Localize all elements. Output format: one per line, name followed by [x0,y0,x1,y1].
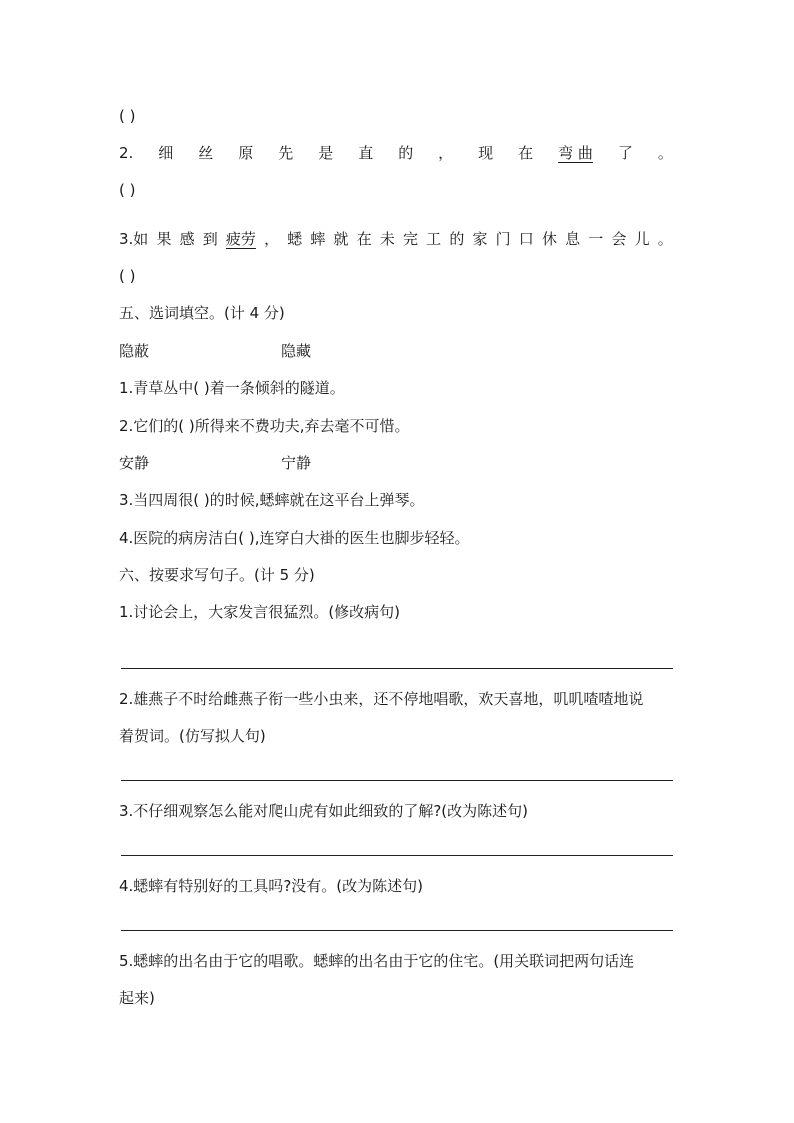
sentence-char: 现 [478,144,494,162]
answer-line-2[interactable] [121,780,673,781]
sentence-char: 原 [238,144,254,162]
sentence-char: 会 [611,230,627,248]
sentence-char: 细 [158,144,174,162]
sentence-char: 门 [495,230,511,248]
sentence-char: 感 [179,230,195,248]
q4-item-3 [119,229,673,249]
sentence-char: 家 [472,230,488,248]
rewrite-question-2-line2: 着贺词。(仿写拟人句) [119,727,266,745]
section-5-title: 五、选词填空。(计 4 分) [119,304,285,322]
answer-blank-1[interactable]: ( ) [119,107,136,125]
answer-blank-2[interactable]: ( ) [119,181,136,199]
word-choice-d: 宁静 [281,454,312,472]
sentence-char: 果 [156,230,172,248]
word-choice-c: 安静 [119,454,150,472]
sentence-char: 就 [333,230,349,248]
sentence-char: 先 [278,144,294,162]
sentence-char: 蟀 [310,230,326,248]
underlined-word: 疲劳 [225,230,256,248]
answer-line-4[interactable] [121,930,673,931]
rewrite-question-4: 4.蟋蟀有特别好的工具吗?没有。(改为陈述句) [119,877,423,895]
sentence-char: ， [438,144,454,162]
sentence-char: 是 [318,144,334,162]
sentence-char: 了 [617,144,633,162]
sentence-char: 完 [403,230,419,248]
sentence-char: ， [264,230,280,248]
sentence-char: 儿 [634,230,650,248]
word-choice-b: 隐藏 [281,342,312,360]
q4-item-2 [119,143,673,163]
sentence-char: 在 [356,230,372,248]
sentence-char: 。 [657,144,673,162]
sentence-char: 息 [565,230,581,248]
answer-line-3[interactable] [121,855,673,856]
answer-blank-3[interactable]: ( ) [119,267,136,285]
sentence-char: 直 [358,144,374,162]
fill-question-4: 4.医院的病房洁白( ),连穿白大褂的医生也脚步轻轻。 [119,529,470,547]
underlined-word: 弯 曲 [558,144,593,162]
sentence-char: 丝 [198,144,214,162]
fill-question-3: 3.当四周很( )的时候,蟋蟀就在这平台上弹琴。 [119,491,425,509]
word-choice-a: 隐蔽 [119,342,150,360]
item-number: 3.如 [119,230,149,248]
sentence-char: 的 [449,230,465,248]
sentence-char: 在 [518,144,534,162]
rewrite-question-3: 3.不仔细观察怎么能对爬山虎有如此细致的了解?(改为陈述句) [119,802,528,820]
sentence-char: 休 [541,230,557,248]
answer-line-1[interactable] [121,668,673,669]
item-number: 2. [119,144,134,162]
sentence-char: 未 [379,230,395,248]
rewrite-question-5-line1: 5.蟋蟀的出名由于它的唱歌。蟋蟀的出名由于它的住宅。(用关联词把两句话连 [119,952,635,970]
section-6-title: 六、按要求写句子。(计 5 分) [119,566,315,584]
sentence-char: 一 [588,230,604,248]
sentence-char: 工 [426,230,442,248]
sentence-char: 的 [398,144,414,162]
rewrite-question-1: 1.讨论会上，大家发言很猛烈。(修改病句) [119,603,401,621]
fill-question-2: 2.它们的( )所得来不费功夫,弃去毫不可惜。 [119,417,410,435]
rewrite-question-2-line1: 2.雄燕子不时给雌燕子衔一些小虫来，还不停地唱歌，欢天喜地，叽叽喳喳地说 [119,690,644,708]
sentence-char: 蟋 [287,230,303,248]
sentence-char: 到 [202,230,218,248]
rewrite-question-5-line2: 起来) [119,989,155,1007]
sentence-char: 口 [518,230,534,248]
sentence-char: 。 [657,230,673,248]
fill-question-1: 1.青草丛中( )着一条倾斜的隧道。 [119,379,345,397]
